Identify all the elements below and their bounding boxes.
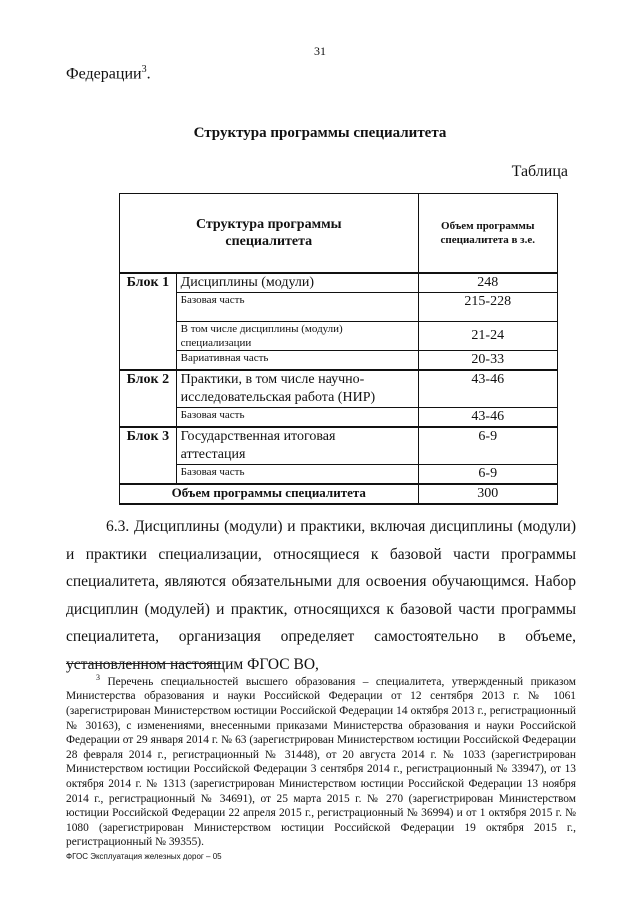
header-volume-line1: Объем программы [441,220,535,232]
continued-text [66,64,151,83]
footer-label: ФГОС Эксплуатация железных дорог – 05 [66,852,222,861]
table-caption: Таблица [511,163,568,180]
block1-title-value: 248 [418,273,557,293]
block3-title-value: 6-9 [418,427,557,465]
block2-base-label: Базовая часть [176,408,418,428]
continued-suffix: . [146,65,151,83]
table-row [120,293,558,322]
footnote-text: Перечень специальностей высшего образования – специалитета, утвержденный приказом Министерства образования и науки Российской Федерации от 12 сентября 2013 г. № 1061 (зарегистрирован Министерством юстиции Российской Федерации 14 октября 2013 г., регистрационный № 30163), с изменениями, внесенными приказами Министерства образования и науки Российской Федерации от 29 января 2014 г. № 63 (зарегистрирован Министерством юстиции Российской Федерации 28 февраля 2014 г., регистрационный № 31448), от 20 августа 2014 г. № 1033 (зарегистрирован Министерством юстиции Российской Федерации 3 сентября 2014 г., регистрационный № 33947), от 13 октября 2014 г. № 1313 (зарегистрирован Министерством юстиции Российской Федерации 13 ноября 2014 г., регистрационный № 34691), от 25 марта 2015 г. № 270 (зарегистрирован Министерством юстиции Российской Федерации 22 апреля 2015 г., регистрационный № 36994) и от 1 октября 2015 г. № 1080 (зарегистрирован Министерством юстиции Российской Федерации 19 октября 2015 г., регистрационный № 39355). [66,675,576,849]
block1-base-label: Базовая часть [176,293,418,322]
table-title: Структура программы специалитета [193,125,447,141]
footnote [66,671,576,850]
block1-incl-value: 21-24 [418,322,557,351]
block3-title [176,427,418,465]
header-structure-cell [120,194,419,274]
block1-title: Дисциплины (модули) [176,273,418,293]
block3-label: Блок 3 [120,427,177,484]
continued-word: Федерации [66,65,142,83]
block2-base-value: 43-46 [418,408,557,428]
table-row [120,408,558,428]
header-structure-line1: Структура программы [195,217,342,232]
table-row [120,465,558,485]
page-number: 31 [314,44,326,58]
block3-title-line2: аттестация [180,447,246,462]
total-value: 300 [418,484,557,504]
block1-incl-label-line1: В том числе дисциплины (модули) [180,323,343,335]
table-header-row [120,194,558,274]
table-row [120,273,558,293]
footnote-reference[interactable]: 3 [141,64,147,75]
header-volume-line2: специалитета в з.е. [440,234,535,246]
table-total-row [120,484,558,504]
table-row [120,427,558,465]
block2-label: Блок 2 [120,370,177,427]
block1-variative-value: 20-33 [418,351,557,371]
block2-title [176,370,418,408]
block3-base-label: Базовая часть [176,465,418,485]
block2-title-value: 43-46 [418,370,557,408]
header-volume-cell [418,194,557,274]
block2-title-line2: исследовательская работа (НИР) [180,390,376,405]
header-structure-line2: специалитета [225,234,313,249]
block2-title-line1: Практики, в том числе научно- [180,372,365,387]
footnote-marker: 3 [96,673,100,682]
block1-variative-label: Вариативная часть [176,351,418,371]
program-structure-table [119,193,558,505]
block3-base-value: 6-9 [418,465,557,485]
block1-incl-label [176,322,418,351]
table-row [120,370,558,408]
block1-label: Блок 1 [120,273,177,370]
table-row [120,351,558,371]
block1-base-value: 215-228 [418,293,557,322]
total-label: Объем программы специалитета [120,484,419,504]
body-paragraph: 6.3. Дисциплины (модули) и практики, включая дисциплины (модули) и практики специализации, относящиеся к базовой части программы специалитета, являются обязательными для освоения обучающимся. Набор дисциплин (модулей) и практик, относящихся к базовой части программы специалитета, организация определяет самостоятельно в объеме, установленном настоящим ФГОС ВО, [66,518,576,673]
block1-incl-label-line2: специализации [180,337,252,349]
table-row [120,322,558,351]
footnote-divider [66,663,221,664]
block3-title-line1: Государственная итоговая [180,429,336,444]
